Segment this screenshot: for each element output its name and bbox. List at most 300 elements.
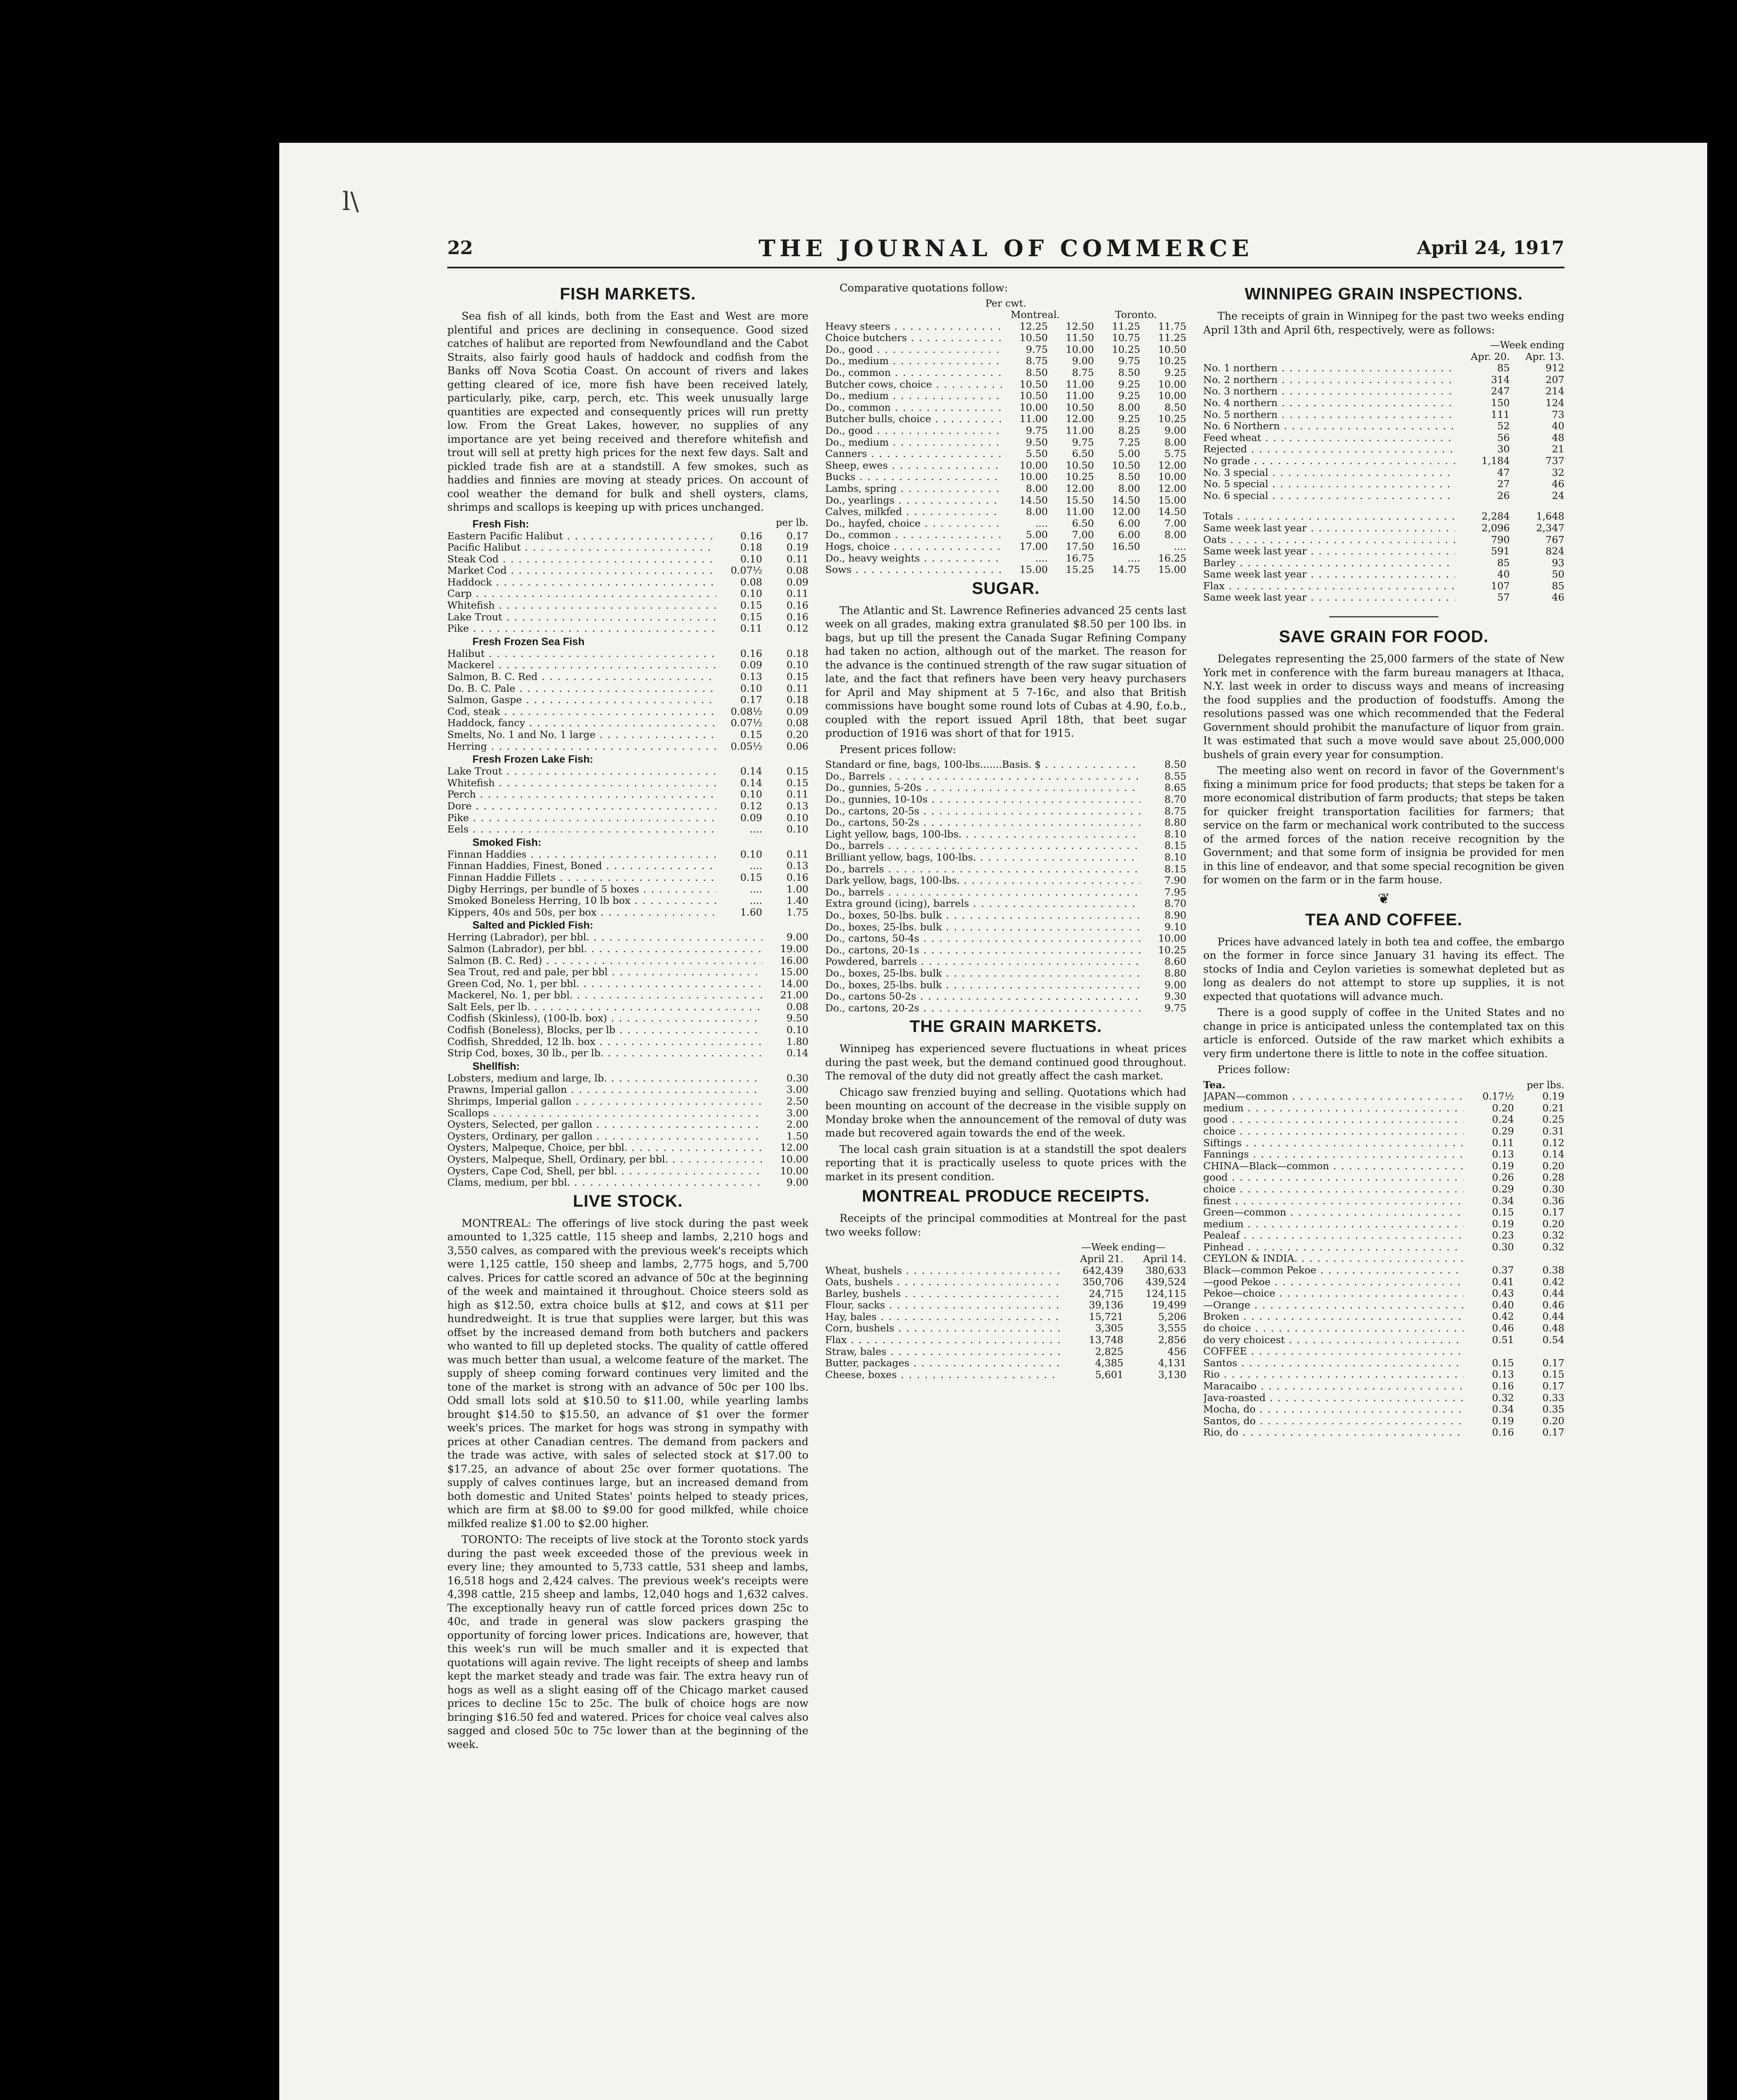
row-value: 8.75 <box>1026 355 1048 367</box>
row-value: 12.00 <box>1065 483 1094 494</box>
row-value: 12.00 <box>1065 413 1094 425</box>
sugar-prices-table <box>825 759 1186 1014</box>
row-value: 1.60 <box>740 906 762 918</box>
table-row <box>1203 522 1564 534</box>
column-right <box>1203 281 1564 2079</box>
row-value: 0.11 <box>786 553 808 565</box>
table-row <box>825 1265 1186 1277</box>
row-label: Do., good . . . <box>825 344 1002 356</box>
table-row <box>1203 1404 1564 1415</box>
row-label: Heavy steers . . . <box>825 321 1002 333</box>
table-row <box>1203 362 1564 374</box>
row-value: 0.15 <box>1542 1368 1564 1381</box>
row-label: Do., barrels . . . <box>825 840 1140 852</box>
row-value: 16.50 <box>1112 540 1140 552</box>
row-value: 0.14 <box>740 765 762 777</box>
row-value: 3,555 <box>1158 1322 1186 1334</box>
row-label: Do., barrels . . . <box>825 887 1140 898</box>
table-row <box>825 794 1186 806</box>
row-value: 1.00 <box>786 883 808 895</box>
row-value: 0.19 <box>1492 1160 1514 1172</box>
table-row <box>825 460 1186 472</box>
row-value: 0.30 <box>1492 1241 1514 1253</box>
table-row <box>447 966 808 978</box>
row-value: 16.25 <box>1158 552 1186 564</box>
row-value: 0.19 <box>1492 1415 1514 1427</box>
row-value: 19,499 <box>1152 1299 1186 1311</box>
row-value: 0.32 <box>1492 1391 1514 1404</box>
row-label: Maracaibo . . . <box>1203 1381 1464 1392</box>
row-value: 0.41 <box>1492 1276 1514 1288</box>
row-label: Carp . . . <box>447 588 716 600</box>
row-label: do choice . . . <box>1203 1323 1464 1334</box>
row-value: 3,305 <box>1095 1322 1123 1334</box>
row-label: Lambs, spring . . . <box>825 483 1002 495</box>
table-row <box>825 471 1186 483</box>
table-row <box>1203 1392 1564 1404</box>
row-value: 0.08 <box>786 717 808 729</box>
row-label: medium . . . <box>1203 1102 1464 1114</box>
row-value: 39,136 <box>1089 1299 1123 1311</box>
row-label: choice . . . <box>1203 1184 1464 1195</box>
row-value: 0.07½ <box>730 717 762 729</box>
table-row <box>447 1177 808 1189</box>
row-value <box>1464 1346 1514 1357</box>
table-row <box>447 671 808 683</box>
row-value: 24 <box>1552 489 1564 501</box>
row-value: 0.12 <box>1542 1137 1564 1149</box>
row-label: good . . . <box>1203 1114 1464 1126</box>
row-value: 50 <box>1552 568 1564 580</box>
table-row <box>1203 1172 1564 1184</box>
row-value: 15.00 <box>1158 494 1186 506</box>
row-value: 0.24 <box>1492 1113 1514 1126</box>
row-value: 0.18 <box>786 647 808 659</box>
table-row <box>825 852 1186 864</box>
row-value: 6.50 <box>1072 517 1094 529</box>
row-value: 12.00 <box>1158 483 1186 494</box>
row-value: 9.10 <box>1164 921 1186 933</box>
row-value: 0.40 <box>1492 1299 1514 1311</box>
table-row <box>825 829 1186 840</box>
row-value: 0.29 <box>1492 1125 1514 1137</box>
row-value: 0.34 <box>1492 1194 1514 1207</box>
row-label: No. 4 northern . . . <box>1203 397 1455 409</box>
row-value: 10.00 <box>1019 459 1048 471</box>
row-value: 15.25 <box>1065 564 1094 576</box>
row-value: .... <box>750 883 762 895</box>
row-label: Smelts, No. 1 and No. 1 large . . . <box>447 729 716 741</box>
row-label: Broken . . . <box>1203 1311 1464 1323</box>
tea-coffee-prices-table <box>1203 1091 1564 1438</box>
row-value: 0.20 <box>1542 1218 1564 1230</box>
table-row <box>825 390 1186 402</box>
row-value: 0.08 <box>786 1000 808 1013</box>
table-row <box>825 968 1186 979</box>
table-row <box>447 1154 808 1166</box>
row-value: 0.17 <box>786 530 808 542</box>
table-row <box>1203 1114 1564 1126</box>
inspections-columns-header: Apr. 20. Apr. 13. <box>1471 350 1564 362</box>
row-value: 15.50 <box>1065 494 1094 506</box>
inspections-week-ending: —Week ending <box>1490 339 1564 351</box>
table-row <box>1203 1381 1564 1392</box>
table-row <box>447 1036 808 1048</box>
row-label: Barley . . . <box>1203 557 1455 569</box>
row-value: 0.11 <box>786 788 808 801</box>
row-value: 1.50 <box>786 1130 808 1142</box>
row-value: 3,130 <box>1158 1368 1186 1381</box>
table-row <box>825 448 1186 460</box>
row-value: 0.46 <box>1542 1299 1564 1311</box>
row-value: 9.00 <box>1164 425 1186 437</box>
row-label: Green—common . . . <box>1203 1207 1464 1218</box>
row-label: Do., barrels . . . <box>825 864 1140 875</box>
row-label: Flax . . . <box>1203 580 1455 592</box>
row-value: .... <box>1035 552 1048 564</box>
row-value: 12.00 <box>1112 506 1140 518</box>
row-value: 0.11 <box>740 622 762 635</box>
produce-columns-header: April 21. April 14. <box>1080 1252 1186 1265</box>
row-label: Oysters, Ordinary, per gallon . . . <box>447 1131 762 1142</box>
row-value: .... <box>1035 517 1048 529</box>
issue-date: April 24, 1917 <box>1417 237 1564 259</box>
row-label: Do., cartons, 20-1s . . . <box>825 945 1140 956</box>
row-value: 8.00 <box>1026 483 1048 494</box>
grain-inspections-table <box>1203 362 1564 501</box>
row-value: 5,601 <box>1095 1368 1123 1381</box>
row-label: Do., boxes, 25-lbs. bulk . . . <box>825 979 1140 991</box>
table-row <box>825 979 1186 991</box>
row-value: 10.00 <box>780 1165 808 1177</box>
row-value: 9.75 <box>1026 425 1048 437</box>
table-row <box>1203 1288 1564 1299</box>
row-value: 17.50 <box>1065 540 1094 552</box>
table-row <box>825 367 1186 379</box>
row-label: No. 6 Northern . . . <box>1203 420 1455 432</box>
row-value: 11.25 <box>1158 332 1186 344</box>
row-label: Sows . . . <box>825 564 1002 576</box>
row-value: 0.08 <box>786 564 808 577</box>
row-value: 9.00 <box>786 931 808 943</box>
row-value: 214 <box>1545 385 1564 397</box>
row-value: 11.25 <box>1112 320 1140 332</box>
row-value: 0.11 <box>786 848 808 860</box>
row-label: Rio, do . . . <box>1203 1427 1464 1438</box>
row-label: Do., boxes, 25-lbs. bulk . . . <box>825 968 1140 979</box>
table-row <box>447 648 808 660</box>
row-label: Finnan Haddies, Finest, Boned . . . <box>447 860 716 872</box>
table-row <box>1203 1195 1564 1207</box>
row-value: 0.06 <box>786 740 808 752</box>
table-row <box>1203 1265 1564 1276</box>
row-value: 8.70 <box>1164 898 1186 910</box>
row-value: 8.00 <box>1118 401 1140 413</box>
table-row <box>825 529 1186 541</box>
row-value: 247 <box>1491 385 1510 397</box>
row-value: 10.25 <box>1158 355 1186 367</box>
row-label: Black—common Pekoe . . . <box>1203 1265 1464 1276</box>
table-row <box>1203 432 1564 444</box>
row-value: 0.42 <box>1542 1276 1564 1288</box>
table-row <box>447 860 808 872</box>
row-value: 0.17½ <box>1482 1090 1514 1102</box>
table-row <box>447 565 808 577</box>
row-value: 0.17 <box>1542 1426 1564 1438</box>
row-value: 0.26 <box>1492 1171 1514 1184</box>
row-value: 0.30 <box>786 1072 808 1084</box>
row-label: Lake Trout . . . <box>447 612 716 623</box>
row-value: 0.08½ <box>730 705 762 717</box>
table-row <box>447 1084 808 1096</box>
save-grain-text-1: Delegates representing the 25,000 farmers of the state of New York met in conference with the farm bureau managers at Ithaca, N.Y. last week in order to discuss ways and means of increasing the food supplies and the production of foodstuffs. Among the resolutions passed was one which recommended that the Federal Government should prohibit the manufacture of liquor from grain. It was estimated that such a move would save about 25,000,000 bushels of grain every year for consumption. <box>1203 653 1564 761</box>
table-row <box>447 588 808 600</box>
table-row <box>1203 397 1564 409</box>
row-value: 7.00 <box>1164 517 1186 529</box>
row-value: 0.11 <box>786 682 808 694</box>
table-row <box>825 1346 1186 1358</box>
table-row <box>825 921 1186 933</box>
row-label: Whitefish . . . <box>447 600 716 612</box>
row-value: 0.19 <box>1492 1218 1514 1230</box>
table-row <box>825 379 1186 391</box>
row-value: 0.15 <box>786 777 808 789</box>
row-label: Light yellow, bags, 100-lbs. . . . <box>825 829 1140 840</box>
row-label: Do., gunnies, 5-20s . . . <box>825 782 1140 794</box>
row-value: 0.20 <box>1542 1160 1564 1172</box>
grain-inspections-heading: WINNIPEG GRAIN INSPECTIONS. <box>1244 285 1523 303</box>
row-label: Haddock, fancy . . . <box>447 717 716 729</box>
row-value: 0.08 <box>740 576 762 588</box>
row-value: 46 <box>1552 478 1564 490</box>
table-row <box>1203 1230 1564 1242</box>
table-row <box>447 1131 808 1142</box>
row-value: 7.25 <box>1118 436 1140 448</box>
row-value: 0.32 <box>1542 1241 1564 1253</box>
table-row <box>447 932 808 943</box>
frozen-sea-table <box>447 648 808 752</box>
table-row <box>447 542 808 554</box>
row-value: 6.50 <box>1072 448 1094 460</box>
row-value: 0.09 <box>740 811 762 824</box>
row-value: 8.50 <box>1118 367 1140 379</box>
live-stock-heading: LIVE STOCK. <box>573 1192 683 1210</box>
row-label: Do., medium . . . <box>825 437 1002 449</box>
table-row <box>825 402 1186 414</box>
row-value: 11.50 <box>1065 332 1094 344</box>
row-label: medium . . . <box>1203 1218 1464 1230</box>
row-label: Halibut . . . <box>447 648 716 660</box>
row-label: Sea Trout, red and pale, per bbl . . . <box>447 966 762 978</box>
row-label: Oysters, Cape Cod, Shell, per bbl. . . . <box>447 1166 762 1177</box>
save-grain-text-2: The meeting also went on record in favor of the Government's fixing a minimum price for food products; that steps be taken for a more economical distribution of farm products; that steps be taken for quicker freight transportation facilities for farmers; that service on the farm or mechanical work contributed to the success of the armed forces of the nation receive recognition by the Government; and that some form of insignia be provided for men in this line of endeavor, and that some special recognition be given for women on the farm or in the farm house. <box>1203 764 1564 886</box>
table-row <box>825 771 1186 782</box>
row-value: 0.31 <box>1542 1125 1564 1137</box>
table-row <box>825 541 1186 553</box>
table-row <box>1203 1137 1564 1149</box>
row-value: 8.50 <box>1026 367 1048 379</box>
row-value: 8.00 <box>1164 529 1186 541</box>
row-value: 52 <box>1497 420 1510 432</box>
row-label: Eastern Pacific Halibut . . . <box>447 530 716 542</box>
row-label: Java-roasted . . . <box>1203 1392 1464 1404</box>
table-row <box>447 1001 808 1013</box>
row-label: Codfish, Shredded, 12 lb. box . . . <box>447 1036 762 1048</box>
row-label: Mackerel . . . <box>447 659 716 671</box>
row-value: 824 <box>1545 545 1564 557</box>
row-label: Digby Herrings, per bundle of 5 boxes . . . <box>447 884 716 895</box>
row-value: 0.28 <box>1542 1171 1564 1184</box>
row-value: 0.37 <box>1492 1264 1514 1276</box>
table-row <box>447 1108 808 1119</box>
table-row <box>825 564 1186 576</box>
row-value: 124 <box>1545 396 1564 409</box>
table-row <box>447 895 808 907</box>
table-row <box>825 910 1186 921</box>
row-value: 0.09 <box>786 705 808 717</box>
row-label: Totals . . . <box>1203 511 1455 522</box>
row-label: finest . . . <box>1203 1195 1464 1207</box>
newspaper-page <box>279 143 1707 2100</box>
row-value: 0.13 <box>786 800 808 812</box>
row-value: 0.10 <box>740 682 762 694</box>
row-value: 0.36 <box>1542 1194 1564 1207</box>
row-value: 0.20 <box>1492 1102 1514 1114</box>
table-row <box>825 956 1186 968</box>
row-value: 11.00 <box>1065 390 1094 402</box>
row-value: 0.29 <box>1492 1183 1514 1195</box>
row-value: 8.50 <box>1118 471 1140 483</box>
row-value: 0.38 <box>1542 1264 1564 1276</box>
row-value: 14.00 <box>780 977 808 990</box>
row-value: 5.75 <box>1164 448 1186 460</box>
row-value: 10.50 <box>1019 332 1048 344</box>
row-label: Do., cartons, 50-2s . . . <box>825 817 1140 829</box>
row-value: 11.00 <box>1065 425 1094 437</box>
row-label: Codfish (Boneless), Blocks, per lb . . . <box>447 1024 762 1036</box>
row-label: Green Cod, No. 1, per bbl. . . . <box>447 978 762 990</box>
table-row <box>1203 1311 1564 1323</box>
row-value: 85 <box>1497 556 1510 569</box>
row-label: Do., cartons, 50-4s . . . <box>825 933 1140 945</box>
column-left <box>447 281 808 2079</box>
table-row <box>1203 467 1564 479</box>
table-row <box>1203 1299 1564 1311</box>
row-label: Calves, milkfed . . . <box>825 506 1002 518</box>
row-label: Brilliant yellow, bags, 100-lbs. . . . <box>825 852 1140 864</box>
row-value: 0.20 <box>786 729 808 740</box>
row-label: Extra ground (icing), barrels . . . <box>825 898 1140 910</box>
table-row <box>825 1334 1186 1346</box>
row-value: 0.16 <box>740 647 762 659</box>
row-value: 10.00 <box>1019 471 1048 483</box>
row-label: No. 3 northern . . . <box>1203 386 1455 397</box>
table-row <box>447 741 808 753</box>
row-value: 2,284 <box>1481 510 1510 522</box>
row-label: Rio . . . <box>1203 1369 1464 1381</box>
row-value: 10.00 <box>1158 471 1186 483</box>
table-row <box>1203 1427 1564 1438</box>
row-label: Oysters, Selected, per gallon . . . <box>447 1119 762 1131</box>
table-row <box>447 955 808 967</box>
table-row <box>1203 1207 1564 1218</box>
row-value: 2,825 <box>1095 1345 1123 1357</box>
frozen-sea-heading: Fresh Frozen Sea Fish <box>472 635 585 648</box>
row-value: 456 <box>1168 1345 1186 1357</box>
row-label: Pacific Halibut . . . <box>447 542 716 554</box>
table-row <box>1203 386 1564 397</box>
row-value: 9.25 <box>1118 378 1140 390</box>
row-label: Pealeaf . . . <box>1203 1230 1464 1242</box>
table-row <box>1203 1415 1564 1427</box>
row-value: 767 <box>1545 533 1564 546</box>
row-label: CHINA—Black—common . . . <box>1203 1160 1464 1172</box>
table-row <box>447 978 808 990</box>
table-row <box>825 864 1186 875</box>
row-label: Bucks . . . <box>825 471 1002 483</box>
row-value: 350,706 <box>1082 1276 1123 1288</box>
table-row <box>825 425 1186 437</box>
row-value: 0.46 <box>1492 1322 1514 1334</box>
row-label: Do. B. C. Pale . . . <box>447 683 716 695</box>
row-label: Rejected . . . <box>1203 444 1455 455</box>
table-row <box>825 1276 1186 1288</box>
row-label: Do., yearlings . . . <box>825 495 1002 507</box>
table-row <box>447 729 808 741</box>
table-row <box>447 943 808 955</box>
row-value: 10.00 <box>1019 401 1048 413</box>
table-row <box>825 991 1186 1003</box>
row-value: 0.51 <box>1492 1334 1514 1346</box>
row-value: 2.00 <box>786 1118 808 1131</box>
row-label: Salt Eels, per lb. . . . <box>447 1001 762 1013</box>
row-value: 0.17 <box>1542 1357 1564 1369</box>
shellfish-heading: Shellfish: <box>472 1060 520 1072</box>
row-label: Siftings . . . <box>1203 1137 1464 1149</box>
row-label: Same week last year . . . <box>1203 522 1455 534</box>
row-value: 111 <box>1491 408 1510 420</box>
table-row <box>825 1288 1186 1300</box>
row-value: 9.75 <box>1164 1002 1186 1014</box>
row-value: 10.25 <box>1065 471 1094 483</box>
sugar-text: The Atlantic and St. Lawrence Refineries advanced 25 cents last week on all grades, making extra granulated $8.50 per 100 lbs. in bags, but up till the present the Canada Sugar Refining Company had taken no action, although out of the market. The reason for the advance is the continued strength of the raw sugar situation of late, and the fact that refiners have been very heavy purchasers for April and May shipment at 5 7-16c, and also that British commissions have bought some round lots of Cubas at 4.90, f.o.b., coupled with the report issued April 18th, that beet sugar production of 1916 was short of that for 1915. <box>825 604 1186 740</box>
row-value: 0.14 <box>1542 1148 1564 1160</box>
row-label: Standard or fine, bags, 100-lbs.......Basis. $ . . . <box>825 759 1140 771</box>
row-label: Clams, medium, per bbl. . . . <box>447 1177 762 1189</box>
table-row <box>1203 534 1564 546</box>
grain-markets-heading: THE GRAIN MARKETS. <box>910 1017 1102 1036</box>
table-row <box>1203 1091 1564 1102</box>
row-value: 0.11 <box>786 588 808 600</box>
row-label: Eels . . . <box>447 824 716 835</box>
row-value: 17.00 <box>1019 540 1048 552</box>
row-value: .... <box>750 823 762 835</box>
row-value: 11.00 <box>1065 378 1094 390</box>
sugar-heading: SUGAR. <box>972 579 1040 598</box>
row-value: 0.18 <box>786 694 808 706</box>
row-label: Salmon (B. C. Red) . . . <box>447 955 762 967</box>
table-row <box>447 600 808 612</box>
row-label: choice . . . <box>1203 1126 1464 1137</box>
row-label: No. 5 special . . . <box>1203 478 1455 490</box>
row-value: 0.43 <box>1492 1287 1514 1299</box>
row-value: 0.20 <box>1542 1415 1564 1427</box>
live-stock-intro: Comparative quotations follow: <box>840 282 1008 294</box>
row-label: Cheese, boxes . . . <box>825 1369 1060 1381</box>
table-row <box>1203 455 1564 467</box>
row-value: 3.00 <box>786 1084 808 1096</box>
row-value: 9.00 <box>786 1176 808 1189</box>
